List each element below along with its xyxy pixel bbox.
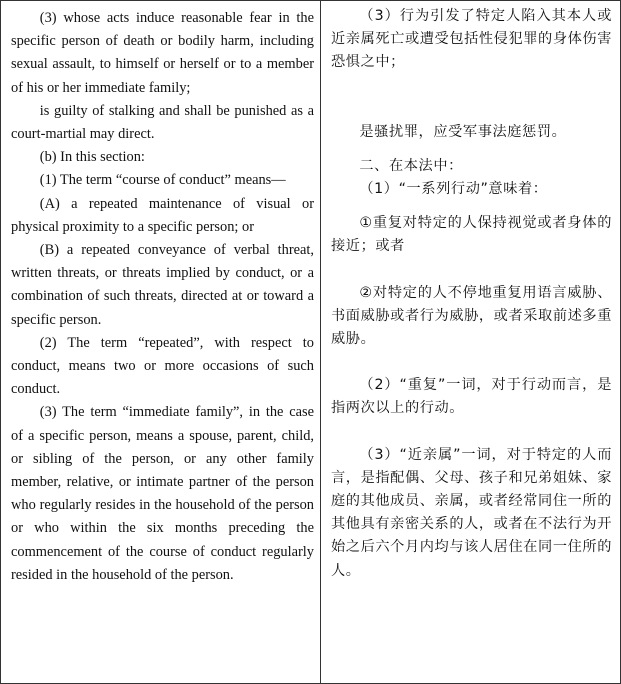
- english-paragraph-6: (B) a repeated conveyance of verbal threat, written threats, or threats implied by conduct, or a combination of such threats, directed at or toward a specific person.: [11, 242, 314, 328]
- chinese-paragraph-8: （3）“近亲属”一词，对于特定的人而言，是指配偶、父母、孩子和兄弟姐妹、家庭的其他成员、亲属，或者经常同住一所的其他具有亲密关系的人，或者在不法行为开始之后六个月内均与该人居住在同一住所的人。: [331, 446, 612, 579]
- chinese-paragraph-4: （1）“一系列行动”意味着：: [359, 181, 548, 198]
- chinese-paragraph-7: （2）“重复”一词，对于行动而言，是指两次以上的行动。: [331, 377, 612, 417]
- english-paragraph-2: is guilty of stalking and shall be punished as a court-martial may direct.: [11, 102, 314, 143]
- english-column: [1, 1, 321, 683]
- chinese-paragraph-2: 是骚扰罪，应受军事法庭惩罚。: [359, 123, 567, 140]
- chinese-column: [321, 1, 620, 683]
- chinese-paragraph-6: ②对特定的人不停地重复用语言威胁、书面威胁或者行为威胁，或者采取前述多重威胁。: [331, 284, 612, 348]
- english-paragraph-3: (b) In this section:: [39, 149, 145, 166]
- english-paragraph-4: (1) The term “course of conduct” means—: [39, 172, 286, 189]
- chinese-paragraph-3: 二、在本法中：: [359, 157, 463, 174]
- english-paragraph-1: (3) whose acts induce reasonable fear in the specific person of death or bodily harm, including sexual assault, to himself or herself or to a member of his or her immediate family;: [11, 10, 314, 96]
- english-paragraph-8: (3) The term “immediate family”, in the case of a specific person, means a spouse, parent, child, or sibling of the person, or any other family member, relative, or intimate partner of the person who regularly resides in the household of the person or who within the six months preceding the commencement of the course of conduct regularly resided in the household of the person.: [11, 404, 314, 583]
- chinese-paragraph-5: ①重复对特定的人保持视觉或者身体的接近；或者: [331, 215, 612, 255]
- english-paragraph-7: (2) The term “repeated”, with respect to conduct, means two or more occasions of such conduct.: [11, 334, 314, 398]
- english-paragraph-5: (A) a repeated maintenance of visual or physical proximity to a specific person; or: [11, 195, 314, 235]
- chinese-paragraph-1: （3）行为引发了特定人陷入其本人或近亲属死亡或遭受包括性侵犯罪的身体伤害恐惧之中；: [331, 8, 612, 71]
